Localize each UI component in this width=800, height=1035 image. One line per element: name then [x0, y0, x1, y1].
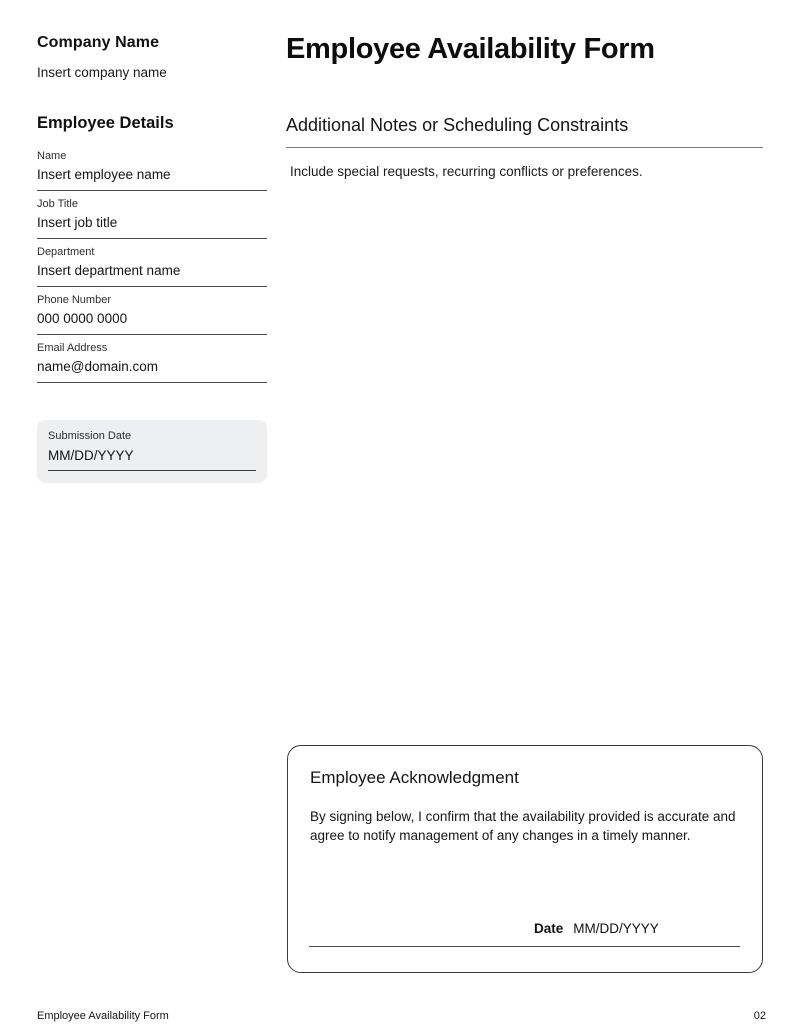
job-title-field-group: [37, 198, 267, 239]
email-address-label: Email Address: [37, 342, 108, 354]
page-title: Employee Availability Form: [286, 33, 655, 65]
job-title-input[interactable]: Insert job title: [37, 214, 267, 239]
name-field-group: [37, 150, 267, 191]
signature-date-line[interactable]: [309, 946, 740, 947]
right-column: [286, 33, 763, 180]
email-address-input[interactable]: name@domain.com: [37, 358, 267, 383]
phone-number-input[interactable]: 000 0000 0000: [37, 310, 267, 335]
notes-textarea[interactable]: Include special requests, recurring conflicts or preferences.: [290, 164, 643, 179]
left-column: [37, 33, 267, 483]
acknowledgment-date-input[interactable]: MM/DD/YYYY: [573, 921, 659, 936]
company-name-heading: Company Name: [37, 34, 160, 51]
phone-number-label: Phone Number: [37, 294, 111, 306]
employee-details-fields: [37, 150, 267, 383]
job-title-label: Job Title: [37, 198, 78, 210]
acknowledgment-heading: Employee Acknowledgment: [310, 768, 519, 787]
submission-date-box: [37, 420, 267, 483]
notes-divider: [286, 147, 763, 148]
footer-page-number: 02: [753, 1010, 766, 1022]
acknowledgment-date-row: [534, 920, 659, 937]
submission-date-label: Submission Date: [48, 430, 132, 442]
acknowledgment-date-label: Date: [534, 921, 564, 936]
employee-acknowledgment-box: [287, 745, 763, 973]
department-input[interactable]: Insert department name: [37, 262, 267, 287]
company-name-field[interactable]: Insert company name: [37, 65, 167, 80]
employee-details-heading: Employee Details: [37, 114, 174, 132]
footer-document-title: Employee Availability Form: [37, 1010, 169, 1022]
submission-date-input[interactable]: MM/DD/YYYY: [48, 447, 256, 471]
notes-heading: Additional Notes or Scheduling Constraints: [286, 115, 629, 135]
name-label: Name: [37, 150, 67, 162]
email-address-field-group: [37, 342, 267, 383]
phone-number-field-group: [37, 294, 267, 335]
name-input[interactable]: Insert employee name: [37, 166, 267, 191]
department-field-group: [37, 246, 267, 287]
acknowledgment-body-text: By signing below, I confirm that the availability provided is accurate and agree to notify management of any changes in a timely manner.: [310, 809, 736, 843]
department-label: Department: [37, 246, 95, 258]
